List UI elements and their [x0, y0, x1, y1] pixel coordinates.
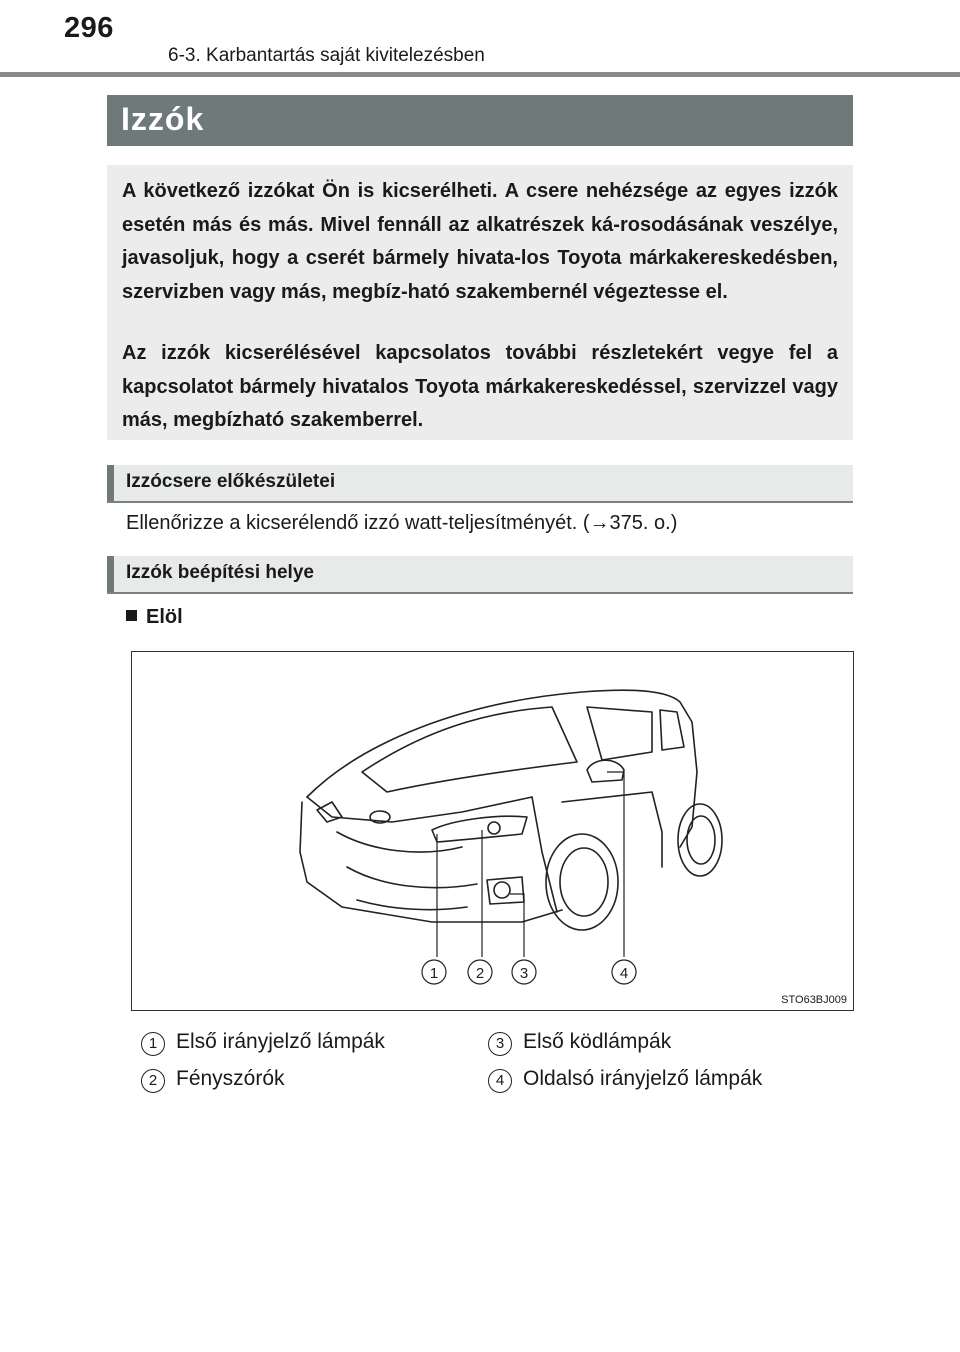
callout-1-label: 1	[429, 965, 439, 982]
car-figure	[131, 651, 854, 1011]
location-heading	[107, 556, 853, 594]
heading-accent-bar	[107, 556, 114, 592]
legend-number-2: 2	[141, 1069, 165, 1093]
figure-callouts	[422, 960, 636, 984]
front-subheading-text: Elöl	[146, 606, 183, 628]
title-bar	[107, 95, 853, 146]
page-title: Izzók	[121, 101, 205, 137]
legend-label-4: Oldalsó irányjelző lámpák	[523, 1067, 763, 1090]
header-rule	[0, 72, 960, 77]
prep-text: Ellenőrizze a kicserélendő izzó watt-teljesítményét. (→375. o.)	[126, 512, 678, 534]
intro-paragraph-1: A következő izzókat Ön is kicserélheti. A csere nehézsége az egyes izzók esetén más és más. Mivel fennáll az alkatrészek ká-rosodásának veszélye, javasoljuk, hogy a cserét bármely hivata-los Toyota márkakereskedésben, szervizben vagy más, megbíz-ható szakembernél végeztesse el.	[122, 180, 838, 303]
legend-label-1: Első irányjelző lámpák	[176, 1030, 385, 1053]
callout-4-label: 4	[619, 965, 629, 982]
heading-accent-bar	[107, 465, 114, 501]
legend-label-2: Fényszórók	[176, 1067, 285, 1090]
figure-code: STO63BJ009	[781, 994, 847, 1006]
callout-2-label: 2	[475, 965, 485, 982]
location-heading-text: Izzók beépítési helye	[126, 562, 314, 583]
section-path: 6-3. Karbantartás saját kivitelezésben	[168, 45, 485, 66]
intro-paragraph-2: Az izzók kicserélésével kapcsolatos további részletekért vegye fel a kapcsolatot bármely hivatalos Toyota márkakereskedéssel, szervizzel vagy más, megbízható szakemberrel.	[122, 342, 838, 431]
legend-number-4: 4	[488, 1069, 512, 1093]
legend-label-3: Első ködlámpák	[523, 1030, 672, 1053]
car-illustration	[132, 652, 853, 1010]
prep-heading	[107, 465, 853, 503]
callout-3-label: 3	[519, 965, 529, 982]
square-bullet-icon	[126, 610, 137, 621]
legend-number-1: 1	[141, 1032, 165, 1056]
prep-heading-text: Izzócsere előkészületei	[126, 471, 336, 492]
intro-box	[107, 165, 853, 440]
legend-number-3: 3	[488, 1032, 512, 1056]
front-subheading	[126, 606, 183, 629]
page-number: 296	[64, 12, 114, 44]
